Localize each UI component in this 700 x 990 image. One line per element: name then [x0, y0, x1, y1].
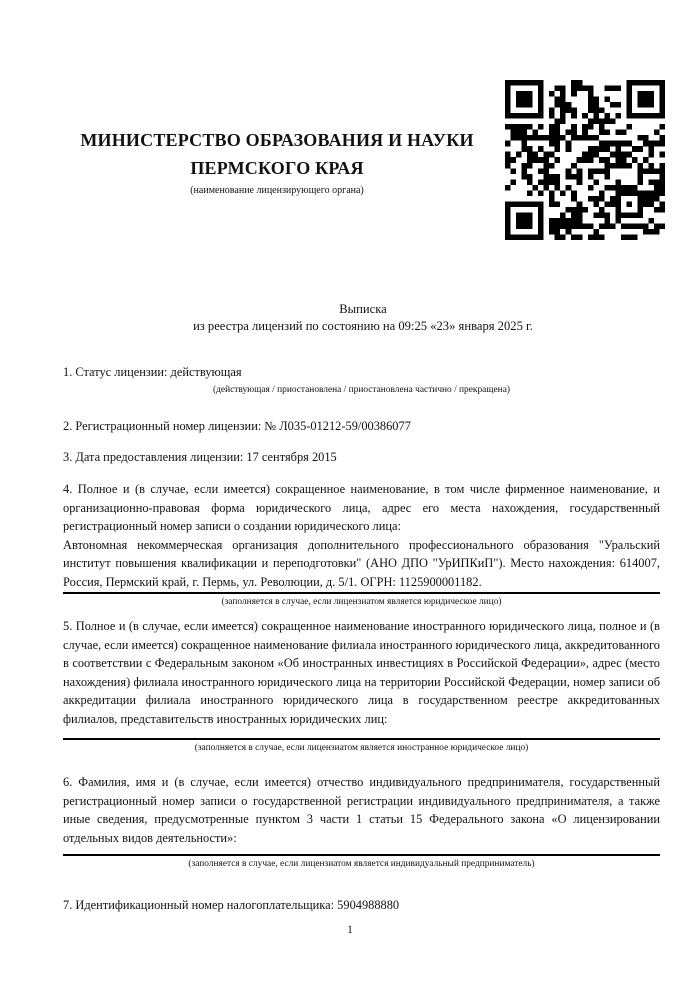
licensing-authority-header: [60, 126, 494, 197]
item-license-grant-date-text: 3. Дата предоставления лицензии: 17 сентября 2015: [63, 450, 337, 464]
item-foreign-entity-caption: (заполняется в случае, если лицензиатом является иностранное юридическое лицо): [194, 743, 529, 753]
item-foreign-entity-info: [63, 617, 660, 754]
ministry-caption: (наименование лицензирующего органа): [190, 185, 364, 196]
ministry-name-line2: ПЕРМСКОГО КРАЯ: [190, 158, 364, 178]
item-taxpayer-number-text: 7. Идентификационный номер налогоплательщика: 5904988880: [63, 898, 400, 912]
ministry-name: [60, 126, 494, 182]
qr-code-image: [505, 80, 665, 240]
item-license-status: [63, 363, 660, 396]
item-license-status-text: 1. Статус лицензии: действующая: [63, 365, 242, 379]
item-individual-entrepreneur-blank-line: [63, 847, 660, 856]
item-registration-number-text: 2. Регистрационный номер лицензии: № Л035-01212-59/00386077: [63, 419, 411, 433]
item-individual-entrepreneur-prompt: 6. Фамилия, имя и (в случае, если имеется) отчество индивидуального предпринимателя, государственный регистрационный номер записи о государственной регистрации индивидуального предпринимателя, а также иные сведения, предусмотренные пунктом 3 части 1 статьи 15 Федерального закона «О лицензировании отдельных видов деятельности»:: [63, 775, 660, 845]
item-individual-entrepreneur-caption: (заполняется в случае, если лицензиатом является индивидуальный предприниматель): [188, 859, 535, 869]
document-title-line2: из реестра лицензий по состоянию на 09:25 «23» января 2025 г.: [193, 319, 533, 333]
item-taxpayer-number: [63, 896, 660, 915]
qr-code: [505, 80, 665, 240]
item-foreign-entity-prompt: 5. Полное и (в случае, если имеется) сокращенное наименование иностранного юридического лица, полное и (в случае, если имеется) сокращенное наименование филиала иностранного юридического лица, аккредитованного в соответствии с Федеральным законом «Об иностранных инвестициях в Российской Федерации», адрес (место нахождения) филиала иностранного юридического лица на территории Российской Федерации, номер записи об аккредитации филиала иностранного юридического лица в государственном реестре аккредитованных филиалов, представительств иностранных юридических лиц:: [63, 619, 660, 726]
ministry-name-line1: МИНИСТЕРСТВО ОБРАЗОВАНИЯ И НАУКИ: [80, 130, 474, 150]
item-legal-entity-value: Автономная некоммерческая организация дополнительного профессионального образования "Уральский институт повышения квалификации и переподготовки" (АНО ДПО "УрИПКиП"). Место нахождения: 614007, Россия, Пермский край, г. Пермь, ул. Революции, д. 5/1. ОГРН: 1125900001182.: [63, 536, 660, 595]
item-license-grant-date: [63, 448, 660, 467]
item-legal-entity-caption: (заполняется в случае, если лицензиатом является юридическое лицо): [221, 597, 502, 607]
page-number: 1: [347, 924, 353, 936]
item-foreign-entity-blank-line: [63, 728, 660, 740]
item-legal-entity-info: [63, 480, 660, 608]
item-registration-number: [63, 417, 660, 436]
item-legal-entity-prompt: 4. Полное и (в случае, если имеется) сокращенное наименование, в том числе фирменное наименование, и организационно-правовая форма юридического лица, адрес его места нахождения, государственный регистрационный номер записи о создании юридического лица:: [63, 482, 660, 533]
item-individual-entrepreneur-info: [63, 773, 660, 870]
item-license-status-caption: (действующая / приостановлена / приостановлена частично / прекращена): [213, 384, 510, 395]
document-title: [63, 301, 663, 335]
document-title-line1: Выписка: [339, 302, 387, 316]
